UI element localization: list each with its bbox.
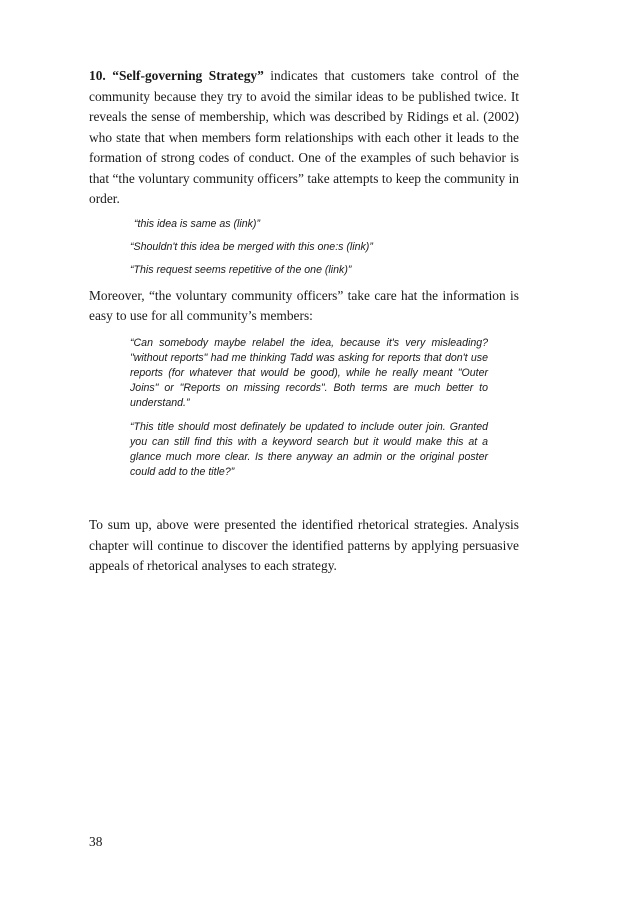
short-quote-list bbox=[89, 217, 519, 278]
page-content bbox=[89, 66, 519, 577]
item-number: 10. bbox=[89, 68, 106, 83]
paragraph-self-governing bbox=[89, 66, 519, 210]
paragraph-moreover: Moreover, “the voluntary community officers” take care hat the information is easy to use for all community’s members: bbox=[89, 287, 519, 323]
strategy-name: “Self-governing Strategy” bbox=[112, 68, 264, 83]
page-number: 38 bbox=[89, 834, 103, 849]
long-quote-1: “Can somebody maybe relabel the idea, because it's very misleading? "without reports" had me thinking Tadd was asking for reports that don't use reports (for whatever that would be good), while he really meant "Outer Joins" or "Reports on missing records". Both terms are much better to understand.” bbox=[130, 336, 488, 410]
short-quote-1: “this idea is same as (link)” bbox=[134, 217, 260, 230]
paragraph-summary: To sum up, above were presented the identified rhetorical strategies. Analysis chapter will continue to discover the identified patterns by applying persuasive appeals of rhetorical analyses to each strategy. bbox=[89, 517, 519, 574]
paragraph-body: indicates that customers take control of the community because they try to avoid the similar ideas to be published twice. It reveals the sense of membership, which was described by Ridings et al. (2002) who state that when members form relationships with each other it leads to the formation of strong codes of conduct. One of the examples of such behavior is that “the voluntary community officers” take attempts to keep the community in order. bbox=[89, 68, 519, 206]
long-quote-2: “This title should most definately be updated to include outer join. Granted you can still find this with a keyword search but it would make this at a glance much more clear. Is there anyway an admin or the original poster could add to the title?” bbox=[130, 420, 488, 479]
short-quote-2: “Shouldn't this idea be merged with this one:s (link)” bbox=[130, 240, 373, 253]
short-quote-3: “This request seems repetitive of the one (link)” bbox=[130, 263, 352, 276]
